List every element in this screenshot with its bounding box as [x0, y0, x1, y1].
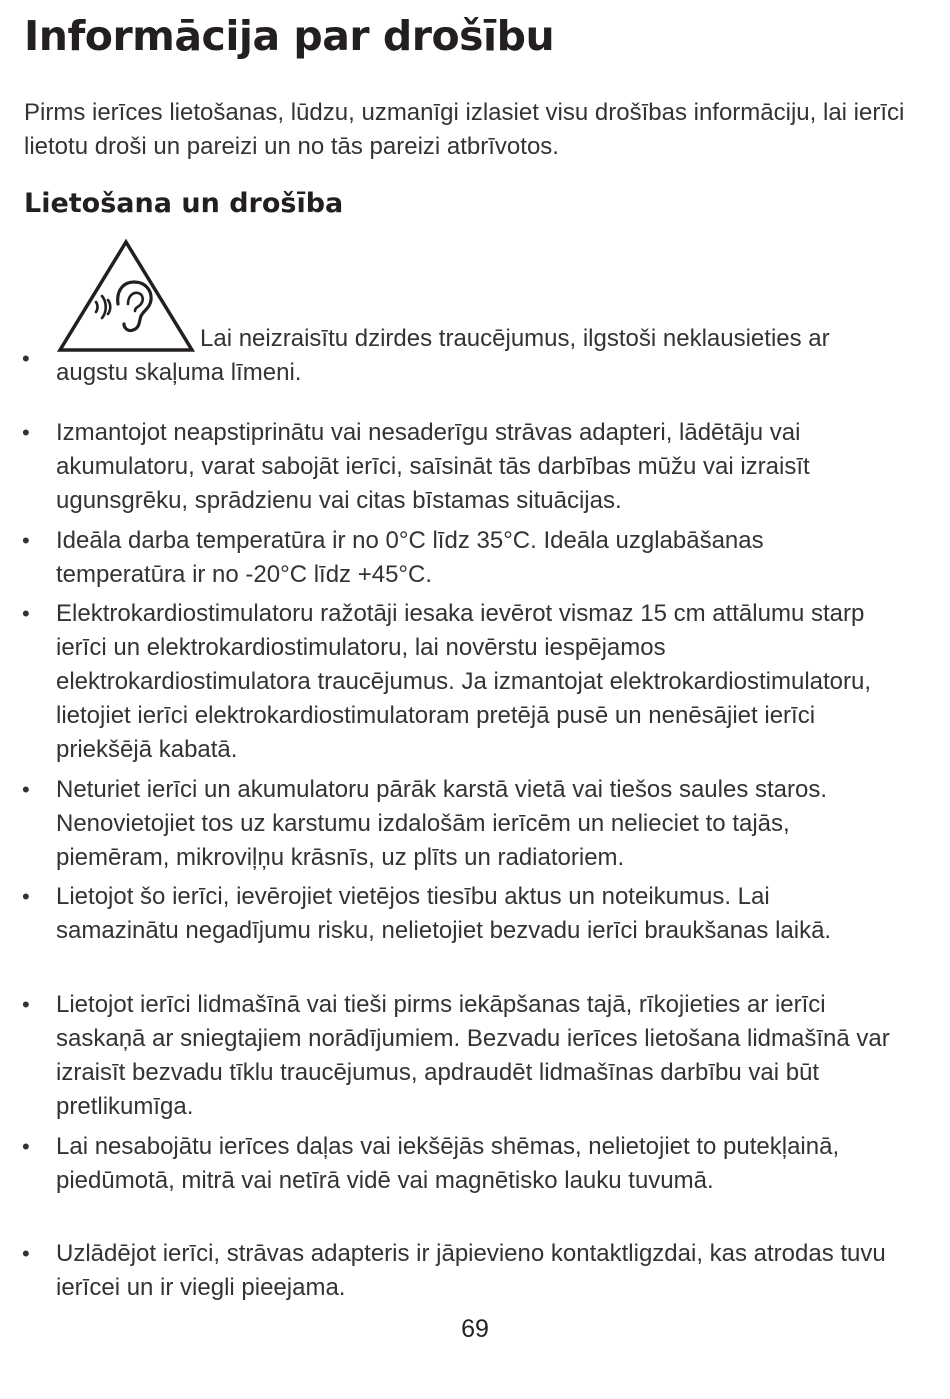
- list-item-text: Neturiet ierīci un akumulatoru pārāk karstā vietā vai tiešos saules staros. Nenovietojiet tos uz karstumu izdalošām ierīcēm un nelieciet to tajās, piemēram, mikroviļņu krāsnīs, uz plīts un radiatoriem.: [56, 776, 828, 871]
- bullet: •: [22, 1134, 30, 1159]
- bullet: •: [22, 528, 30, 553]
- list-item-text: Uzlādējot ierīci, strāvas adapteris ir jāpievieno kontaktligzdai, kas atrodas tuvu ierīcei un ir viegli pieejama.: [56, 1240, 886, 1301]
- list-item: [22, 880, 896, 948]
- list-item: [22, 597, 896, 767]
- bullet: •: [22, 346, 30, 371]
- section-heading: Lietošana un drošība: [24, 188, 344, 219]
- list-item-text: Elektrokardiostimulatoru ražotāji iesaka ievērot vismaz 15 cm attālumu starp ierīci un elektrokardiostimulatoru, lai novērstu iespējamos elektrokardiostimulatora traucējumus. Ja izmantojat elektrokardiostimulatoru, lietojiet ierīci elektrokardiostimulatoram pretējā pusē un nenēsājiet ierīci priekšējā kabatā.: [56, 600, 872, 763]
- list-item: [22, 773, 896, 875]
- intro-paragraph: Pirms ierīces lietošanas, lūdzu, uzmanīgi izlasiet visu drošības informāciju, lai ierīci lietotu droši un pareizi un no tās pareizi atbrīvotos.: [24, 99, 905, 160]
- page-title: Informācija par drošību: [24, 12, 555, 60]
- bullet: •: [22, 601, 30, 626]
- list-item: [22, 1130, 896, 1198]
- bullet: •: [22, 420, 30, 445]
- list-item-text: Lai nesabojātu ierīces daļas vai iekšējās shēmas, nelietojiet to putekļainā, piedūmotā, mitrā vai netīrā vidē vai magnētisko lauku tuvumā.: [56, 1133, 840, 1194]
- list-item: [22, 1237, 896, 1305]
- list-item: [22, 238, 896, 390]
- hearing-warning-icon: [56, 238, 196, 356]
- list-item-text: Lietojot ierīci lidmašīnā vai tieši pirms iekāpšanas tajā, rīkojieties ar ierīci saskaņā ar sniegtajiem norādījumiem. Bezvadu ierīces lietošana lidmašīnā var izraisīt bezvadu tīklu traucējumus, apdraudēt lidmašīnas darbību vai būt pretlikumīga.: [56, 991, 890, 1120]
- bullet: •: [22, 777, 30, 802]
- list-item-text: Ideāla darba temperatūra ir no 0°C līdz 35°C. Ideāla uzglabāšanas temperatūra ir no -20°C līdz +45°C.: [56, 527, 764, 588]
- bullet: •: [22, 884, 30, 909]
- list-item-text: Izmantojot neapstiprinātu vai nesaderīgu strāvas adapteri, lādētāju vai akumulatoru, varat sabojāt ierīci, saīsināt tās darbības mūžu vai izraisīt ugunsgrēku, sprādzienu vai citas bīstamas situācijas.: [56, 419, 810, 514]
- list-item: [22, 416, 896, 518]
- list-item-text: Lai neizraisītu dzirdes traucējumus, ilgstoši neklausieties ar augstu skaļuma līmeni.: [56, 325, 830, 386]
- page-number: 69: [461, 1315, 489, 1343]
- list-item: [22, 988, 896, 1124]
- list-item: [22, 524, 896, 592]
- bullet: •: [22, 992, 30, 1017]
- list-item-text: Lietojot šo ierīci, ievērojiet vietējos tiesību aktus un noteikumus. Lai samazinātu negadījumu risku, nelietojiet bezvadu ierīci braukšanas laikā.: [56, 883, 832, 944]
- bullet: •: [22, 1241, 30, 1266]
